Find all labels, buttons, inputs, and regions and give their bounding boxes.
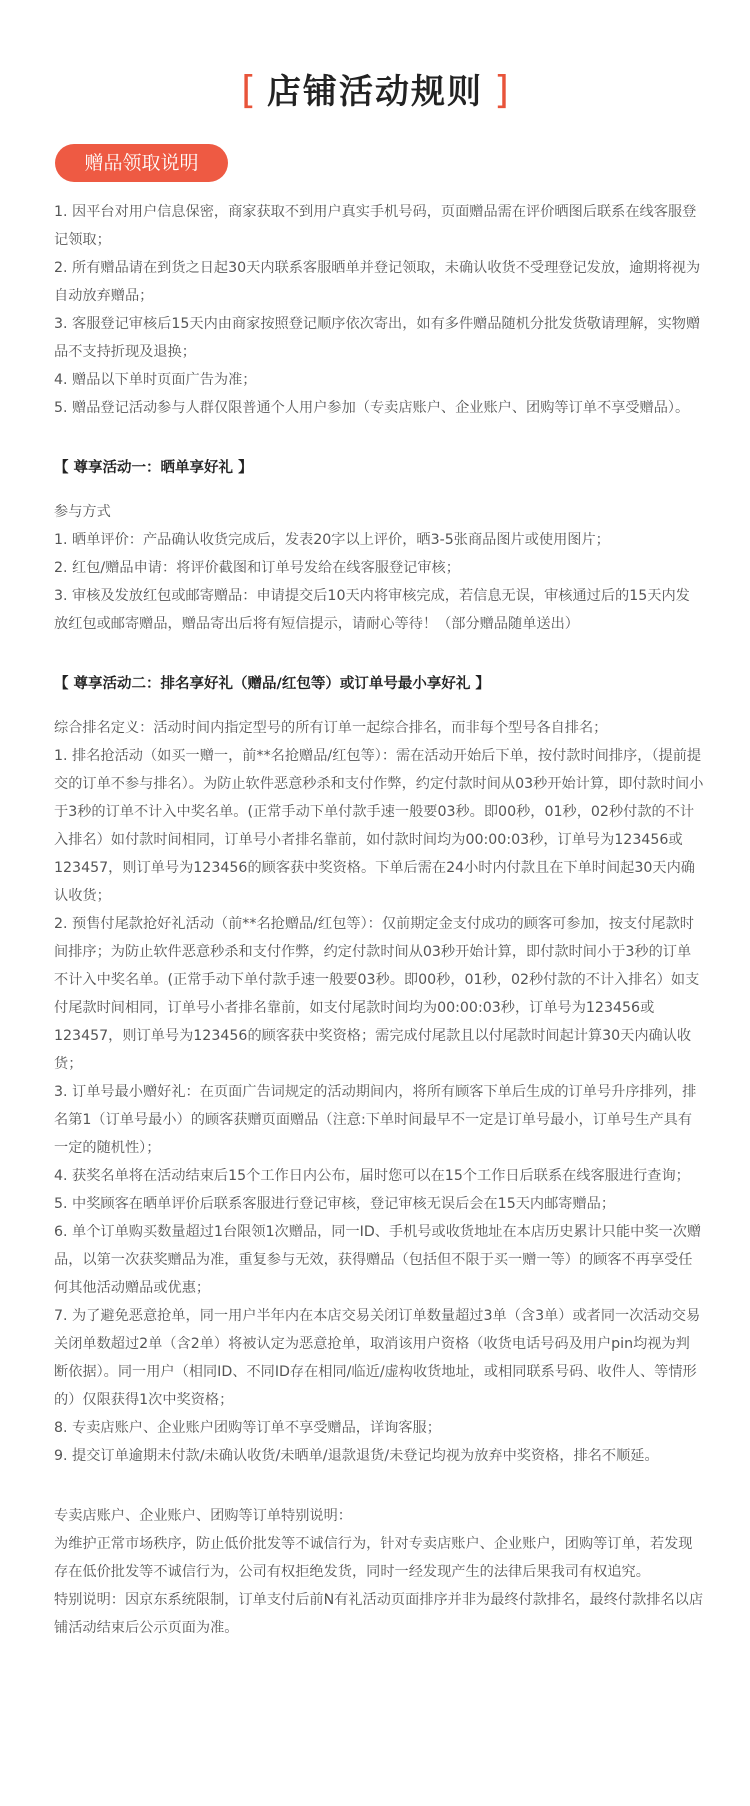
gift-rule-5: 5. 赠品登记活动参与人群仅限普通个人用户参加（专卖店账户、企业账户、团购等订单不享受赠品）。 [54,400,690,416]
activity-two-title: 【 尊享活动二：排名享好礼（赠品/红包等）或订单号最小享好礼 】 [54,676,490,692]
gift-rule-1: 1. 因平台对用户信息保密，商家获取不到用户真实手机号码，页面赠品需在评价晒图后联系在线客服登记领取； [54,204,697,248]
activity-two-line: 5. 中奖顾客在晒单评价后联系客服进行登记审核，登记审核无误后会在15天内邮寄赠品； [54,1196,616,1212]
activity-two-line: 8. 专卖店账户、企业账户团购等订单不享受赠品，详询客服； [54,1420,441,1436]
gift-rules-section [54,198,704,422]
activity-two-line: 3. 订单号最小赠好礼：在页面广告词规定的活动期间内，将所有顾客下单后生成的订单号升序排列，排名第1（订单号最小）的顾客获赠页面赠品（注意:下单时间最早不一定是订单号最小，订单号生产具有一定的随机性）； [54,1084,697,1156]
title-bracket-left: [ [241,68,256,112]
activity-one-line: 2. 红包/赠品申请：将评价截图和订单号发给在线客服登记审核； [54,560,460,576]
activity-one-line: 参与方式 [54,504,111,520]
activity-two-line: 1. 排名抢活动（如买一赠一，前**名抢赠品/红包等）：需在活动开始后下单，按付款时间排序，（提前提交的订单不参与排名）。为防止软件恶意秒杀和支付作弊，约定付款时间从03秒开始计算，即付款时间小于3秒的订单不计入中奖名单。(正常手动下单付款手速一般要03秒。即00秒，01秒，02秒付款的不计入排名）如付款时间相同，订单号小者排名靠前，如付款时间均为00:00:03秒，订单号为123456或123457，则订单号为123456的顾客获中奖资格。下单后需在24小时内付款且在下单时间起30天内确认收货； [54,748,704,904]
gift-rule-4: 4. 赠品以下单时页面广告为准； [54,372,257,388]
activity-two-line: 2. 预售付尾款抢好礼活动（前**名抢赠品/红包等）：仅前期定金支付成功的顾客可参加，按支付尾款时间排序；为防止软件恶意秒杀和支付作弊，约定付款时间从03秒开始计算，即付款时间小于3秒的订单不计入中奖名单。(正常手动下单付款手速一般要03秒。即00秒，01秒，02秒付款的不计入排名）如支付尾款时间相同，订单号小者排名靠前，如支付尾款时间均为00:00:03秒，订单号为123456或123457，则订单号为123456的顾客获中奖资格；需完成付尾款且以付尾款时间起计算30天内确认收货； [54,916,700,1072]
page-title: 店铺活动规则 [267,72,483,112]
activity-one-line: 3. 审核及发放红包或邮寄赠品：申请提交后10天内将审核完成，若信息无误，审核通过后的15天内发放红包或邮寄赠品，赠品寄出后将有短信提示，请耐心等待！（部分赠品随单送出） [54,588,690,632]
title-bracket-right: ] [494,68,509,112]
gift-rule-2: 2. 所有赠品请在到货之日起30天内联系客服晒单并登记领取，未确认收货不受理登记发放，逾期将视为自动放弃赠品； [54,260,701,304]
gift-rule-3: 3. 客服登记审核后15天内由商家按照登记顺序依次寄出，如有多件赠品随机分批发货敬请理解，实物赠品不支持折现及退换； [54,316,701,360]
activity-two-line: 综合排名定义：活动时间内指定型号的所有订单一起综合排名，而非每个型号各自排名； [54,720,608,736]
special-note: 为维护正常市场秩序，防止低价批发等不诚信行为，针对专卖店账户、企业账户，团购等订单，若发现存在低价批发等不诚信行为，公司有权拒绝发货，同时一经发现产生的法律后果我司有权追究。 [54,1536,693,1580]
rules-content [54,198,704,1642]
special-note: 特别说明：因京东系统限制，订单支付后前N有礼活动页面排序并非为最终付款排名，最终付款排名以店铺活动结束后公示页面为准。 [54,1592,704,1636]
activity-two-line: 6. 单个订单购买数量超过1台限领1次赠品，同一ID、手机号或收货地址在本店历史累计只能中奖一次赠品，以第一次获奖赠品为准，重复参与无效，获得赠品（包括但不限于买一赠一等）的顾客不再享受任何其他活动赠品或优惠； [54,1224,702,1296]
activity-two-line: 7. 为了避免恶意抢单，同一用户半年内在本店交易关闭订单数量超过3单（含3单）或者同一次活动交易关闭单数超过2单（含2单）将被认定为恶意抢单，取消该用户资格（收货电话号码及用户pin均视为判断依据）。同一用户（相同ID、不同ID存在相同/临近/虚构收货地址，或相同联系号码、收件人、等情形的）仅限获得1次中奖资格； [54,1308,701,1408]
activity-one-line: 1. 晒单评价：产品确认收货完成后，发表20字以上评价，晒3-5张商品图片或使用图片； [54,532,610,548]
special-notes-section [54,1502,704,1642]
activity-two-section [54,670,704,1470]
activity-one-section [54,454,704,638]
activity-one-title: 【 尊享活动一：晒单享好礼 】 [54,460,253,476]
activity-two-line: 4. 获奖名单将在活动结束后15个工作日内公布，届时您可以在15个工作日后联系在线客服进行查询； [54,1168,690,1184]
page-header [0,64,750,113]
gift-instructions-badge: 赠品领取说明 [55,144,228,182]
special-note-title: 专卖店账户、企业账户、团购等订单特别说明： [54,1508,352,1524]
activity-two-line: 9. 提交订单逾期未付款/未确认收货/未晒单/退款退货/未登记均视为放弃中奖资格，排名不顺延。 [54,1448,659,1464]
